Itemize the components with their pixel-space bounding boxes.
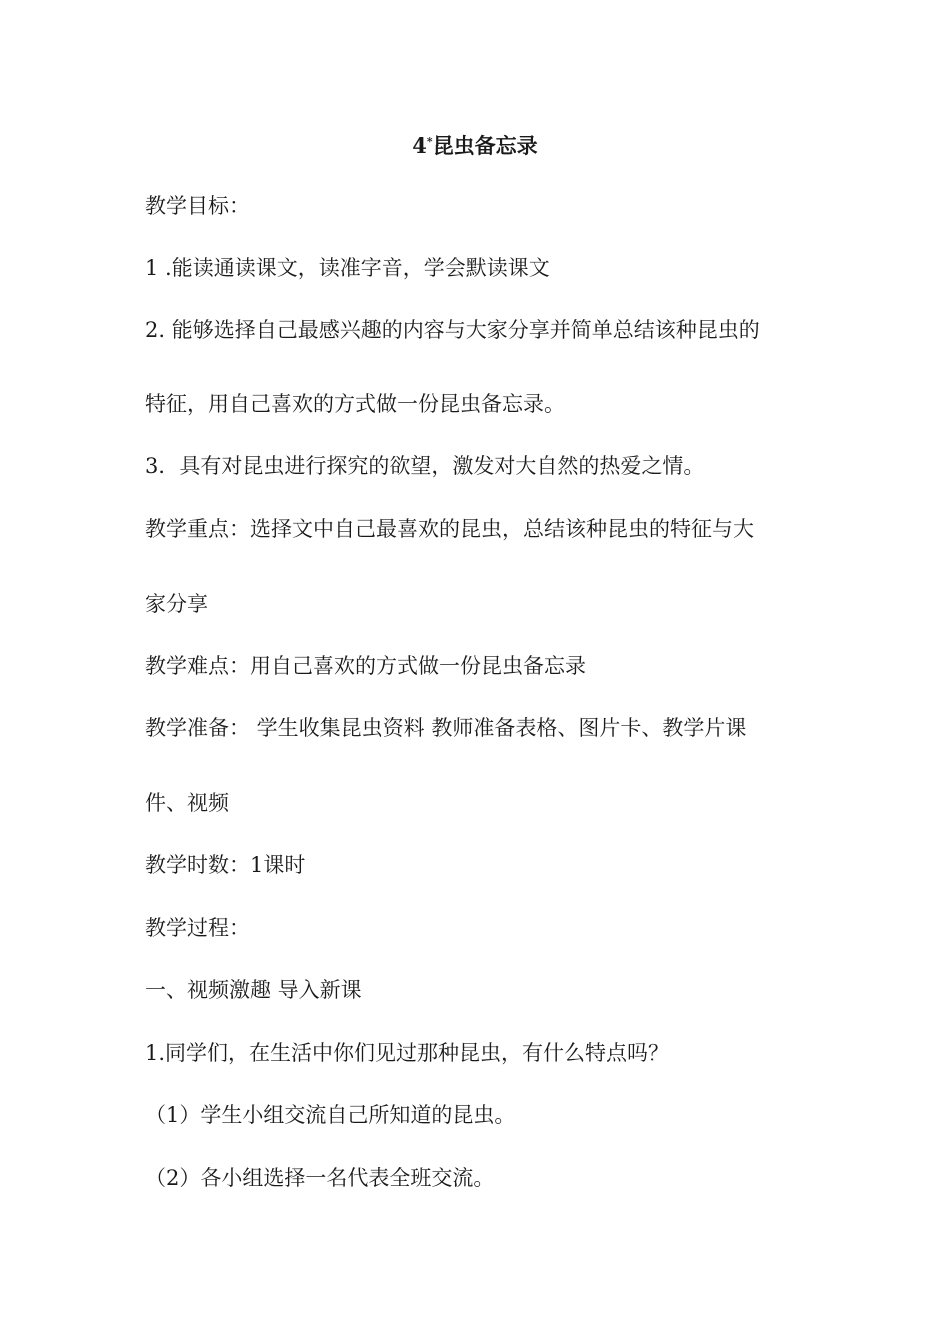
document-title: [0, 128, 950, 160]
teaching-hours: 教学时数：1课时: [145, 853, 306, 877]
teaching-focus-continued: 家分享: [145, 592, 208, 616]
title-number: 4: [412, 133, 427, 158]
teaching-objectives-heading: 教学目标：: [145, 194, 250, 218]
objective-1: 1 .能读通读课文，读准字音，学会默读课文: [145, 256, 550, 280]
step-1: 1.同学们，在生活中你们见过那种昆虫，有什么特点吗？: [145, 1041, 670, 1065]
objective-2-continued: 特征，用自己喜欢的方式做一份昆虫备忘录。: [145, 392, 565, 416]
title-mark: *: [426, 135, 433, 148]
section-1-heading: 一、视频激趣 导入新课: [145, 978, 362, 1002]
step-1-sub-2: （2）各小组选择一名代表全班交流。: [145, 1166, 495, 1190]
objective-2: 2. 能够选择自己最感兴趣的内容与大家分享并简单总结该种昆虫的: [145, 318, 760, 342]
teaching-focus: 教学重点：选择文中自己最喜欢的昆虫，总结该种昆虫的特征与大: [145, 517, 754, 541]
title-text: 昆虫备忘录: [432, 133, 538, 158]
teaching-difficulty: 教学难点：用自己喜欢的方式做一份昆虫备忘录: [145, 654, 586, 678]
teaching-preparation-continued: 件、视频: [145, 791, 229, 815]
step-1-sub-1: （1）学生小组交流自己所知道的昆虫。: [145, 1103, 516, 1127]
objective-3: 3．具有对昆虫进行探究的欲望，激发对大自然的热爱之情。: [145, 454, 705, 478]
teaching-preparation: 教学准备： 学生收集昆虫资料 教师准备表格、图片卡、教学片课: [145, 716, 747, 740]
teaching-process-heading: 教学过程：: [145, 916, 250, 940]
